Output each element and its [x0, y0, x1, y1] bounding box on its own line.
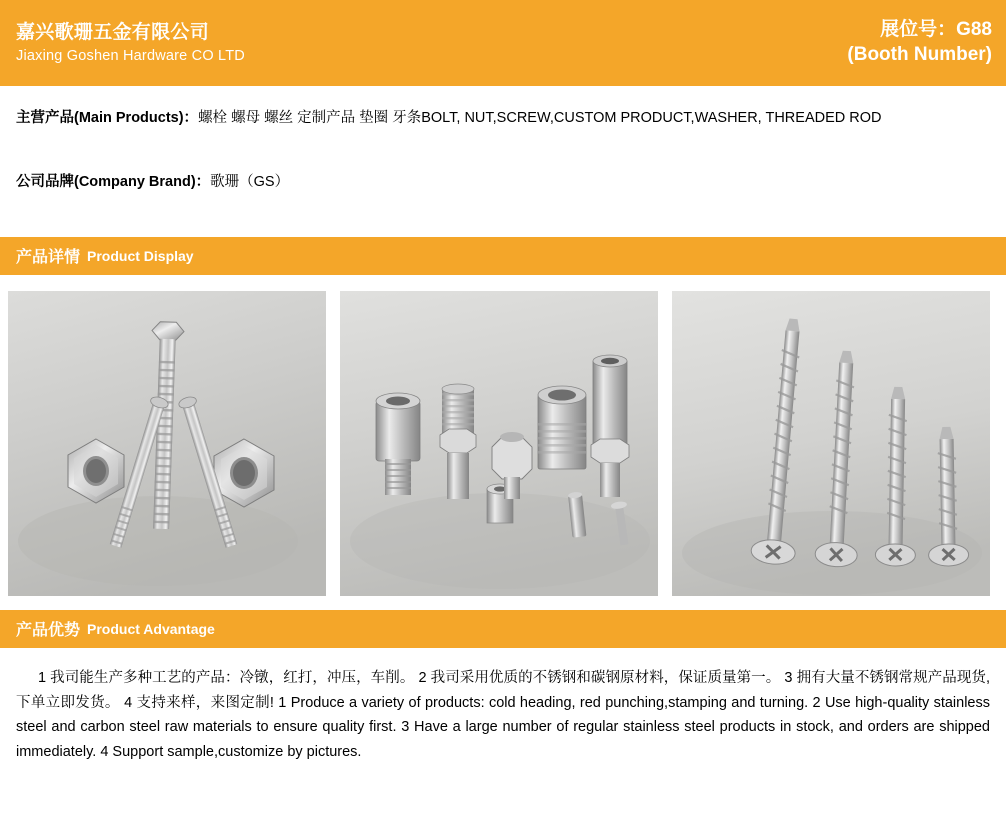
product-display-title-cn: 产品详情	[16, 249, 81, 267]
booth-number-value: 展位号：G88	[880, 19, 992, 41]
product-advantage-banner	[0, 610, 1006, 648]
product-advantage-text-block	[0, 648, 1006, 766]
company-brand-label: 公司品牌(Company Brand)：	[16, 174, 211, 191]
product-display-banner	[0, 237, 1006, 275]
nuts-and-bolts-photo-graphic	[8, 291, 326, 596]
main-products-label: 主营产品(Main Products)：	[16, 110, 199, 126]
main-products-value: 螺栓 螺母 螺丝 定制产品 垫圈 牙条BOLT, NUT,SCREW,CUSTOM PRODUCT,WASHER, THREADED ROD	[198, 110, 882, 126]
company-name-en: Jiaxing Goshen Hardware CO LTD	[16, 48, 245, 65]
company-brand-row	[16, 172, 990, 192]
screws-photo-graphic	[672, 291, 990, 596]
product-gallery	[0, 275, 1006, 610]
product-advantage-text: 1 我司能生产多种工艺的产品：冷镦，红打，冲压，车削。 2 我司采用优质的不锈钢和碳钢原材料，保证质量第一。 3 拥有大量不锈钢常规产品现货,下单立即发货。 4 支持来样，来图定制! 1 Produce a variety of products: cold heading, red punching,stamping and turning. 2 Use high-quality stainless steel and carbon steel raw materials to ensure quality first. 3 Have a large number of regular stainless steel products in stock, and orders are shipped immediately. 4 Support sample,customize by pictures.	[16, 669, 990, 761]
product-image-cnc-fittings[interactable]	[340, 291, 658, 596]
product-advantage-title-cn: 产品优势	[16, 622, 81, 640]
product-image-screws[interactable]	[672, 291, 990, 596]
page-header	[0, 0, 1006, 86]
product-image-nuts-bolts[interactable]	[8, 291, 326, 596]
company-info-section	[0, 86, 1006, 193]
company-name-cn: 嘉兴歌珊五金有限公司	[16, 21, 210, 43]
company-brand-value: 歌珊（GS）	[210, 174, 290, 191]
main-products-row	[16, 108, 990, 128]
cnc-fittings-photo-graphic	[340, 291, 658, 596]
booth-number-label-en: (Booth Number)	[847, 44, 992, 65]
product-advantage-title-en: Product Advantage	[87, 620, 215, 637]
booth-number-block	[847, 18, 992, 67]
product-display-title-en: Product Display	[87, 247, 194, 264]
company-identity	[16, 21, 245, 66]
